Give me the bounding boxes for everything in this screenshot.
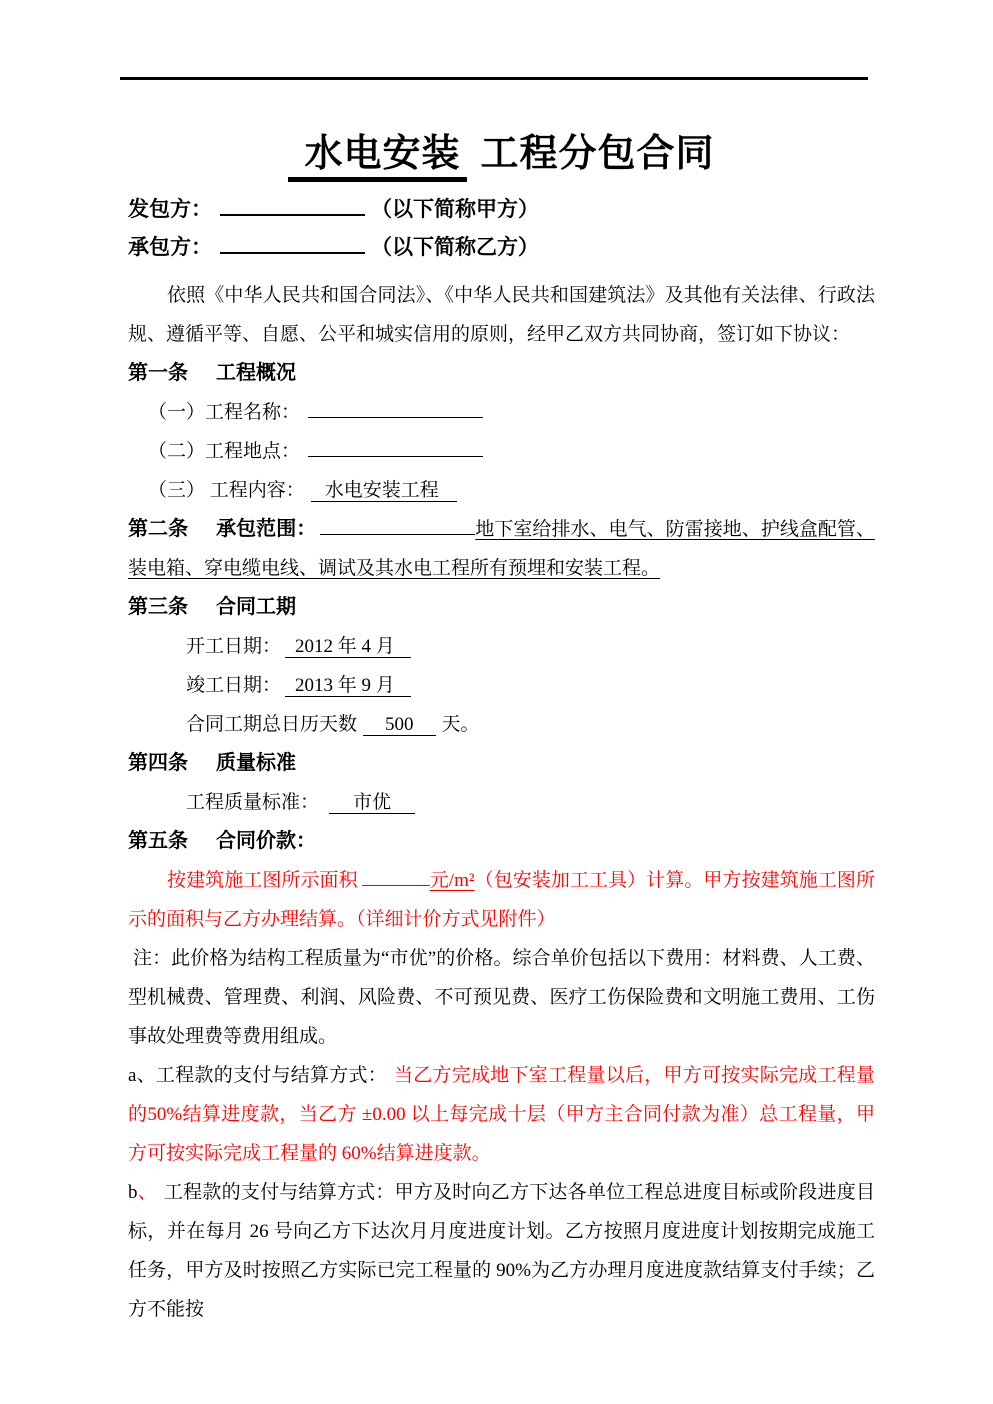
scope-text: 地下室给排水、电气、防雷接地、护线盒配管、装电箱、穿电缆电线、调试及其水电工程所有预埋和安装工程。 xyxy=(128,519,875,579)
document-body xyxy=(128,276,875,1329)
project-name-blank-field xyxy=(308,398,483,418)
clause4-title: 质量标准 xyxy=(216,752,296,774)
party-b-note: （以下简称乙方） xyxy=(371,235,539,259)
completion-date-label: 竣工日期： xyxy=(186,675,282,696)
party-b-label: 承包方： xyxy=(128,235,212,259)
scope-blank-field xyxy=(320,515,475,535)
party-b-blank-field xyxy=(220,231,365,254)
clause2-title: 承包范围： xyxy=(216,518,317,540)
clause3-heading xyxy=(128,588,875,627)
price-paragraph xyxy=(128,861,875,939)
clause2-number: 第二条 xyxy=(128,518,189,540)
price-prefix: 按建筑施工图所示面积 xyxy=(167,870,358,891)
clause1-title: 工程概况 xyxy=(216,362,296,384)
completion-date-value: 2013 年 9 月 xyxy=(285,675,411,697)
start-date-value: 2012 年 4 月 xyxy=(285,636,411,658)
payment-b-text: 工程款的支付与结算方式：甲方及时向乙方下达各单位工程总进度目标或阶段进度目标，并在每月 26 号向乙方下达次月月度进度计划。乙方按照月度进度计划按期完成施工任务，甲方及时按照乙方实际已完工程量的 90%为乙方办理月度进度款结算支付手续；乙方不能按 xyxy=(128,1182,875,1320)
project-content-line xyxy=(128,471,875,510)
duration-line xyxy=(128,705,875,744)
project-name-line xyxy=(128,393,875,432)
project-location-label: （二）工程地点： xyxy=(148,441,301,462)
payment-b-paragraph xyxy=(128,1173,875,1329)
intro-paragraph: 依照《中华人民共和国合同法》、《中华人民共和国建筑法》及其他有关法律、行政法规、遵循平等、自愿、公平和城实信用的原则，经甲乙双方共同协商，签订如下协议： xyxy=(128,285,875,345)
party-a-note: （以下简称甲方） xyxy=(371,197,539,221)
party-a-label: 发包方： xyxy=(128,197,212,221)
clause3-title: 合同工期 xyxy=(216,596,296,618)
party-b-line xyxy=(128,231,875,262)
clause1-number: 第一条 xyxy=(128,362,188,384)
start-date-line xyxy=(128,627,875,666)
quality-line xyxy=(128,783,875,822)
party-a-blank-field xyxy=(220,193,365,216)
clause3-number: 第三条 xyxy=(128,596,188,618)
note-paragraph: 注：此价格为结构工程质量为“市优”的价格。综合单价包括以下费用：材料费、人工费、型机械费、管理费、利润、风险费、不可预见费、医疗工伤保险费和文明施工费用、工伤事故处理费等费用组成。 xyxy=(128,948,875,1047)
payment-a-label: a、工程款的支付与结算方式： xyxy=(128,1065,387,1086)
project-name-label: （一）工程名称： xyxy=(148,402,301,423)
payment-a-paragraph xyxy=(128,1056,875,1173)
document-content xyxy=(128,0,875,1329)
payment-a-text: 当乙方完成地下室工程量以后，甲方可按实际完成工程量的50%结算进度款，当乙方 ±0.00 以上每完成十层（甲方主合同付款为准）总工程量，甲方可按实际完成工程量的 60%结算进度款。 xyxy=(128,1065,875,1164)
title-underlined-part: 水电安装 xyxy=(288,133,466,182)
project-location-blank-field xyxy=(308,437,483,457)
project-content-value: 水电安装工程 xyxy=(311,480,457,502)
project-location-line xyxy=(128,432,875,471)
document-title xyxy=(128,130,875,178)
clause5-title: 合同价款： xyxy=(216,830,316,852)
price-suffix: （包安装加工工具）计算。甲方按建筑施工图所示的面积与乙方办理结算。（详细计价方式见附件） xyxy=(128,870,875,930)
title-rest-part: 工程分包合同 xyxy=(480,133,715,175)
quality-value: 市优 xyxy=(329,792,415,814)
clause1-heading xyxy=(128,354,875,393)
completion-date-line xyxy=(128,666,875,705)
clause5-heading xyxy=(128,822,875,861)
price-unit: 元/m² xyxy=(429,870,475,891)
party-a-line xyxy=(128,193,875,224)
clause5-number: 第五条 xyxy=(128,830,188,852)
quality-label: 工程质量标准： xyxy=(186,792,320,813)
payment-b-prefix: b xyxy=(128,1182,138,1203)
payment-b-comma: 、 xyxy=(137,1182,157,1203)
clause2-paragraph xyxy=(128,510,875,588)
clause4-number: 第四条 xyxy=(128,752,188,774)
clause4-heading xyxy=(128,744,875,783)
duration-suffix: 天。 xyxy=(441,714,480,735)
duration-value: 500 xyxy=(363,714,436,736)
price-blank-field xyxy=(362,866,430,886)
duration-label: 合同工期总日历天数 xyxy=(186,714,358,735)
project-content-label: （三） 工程内容： xyxy=(148,480,305,501)
start-date-label: 开工日期： xyxy=(186,636,282,657)
